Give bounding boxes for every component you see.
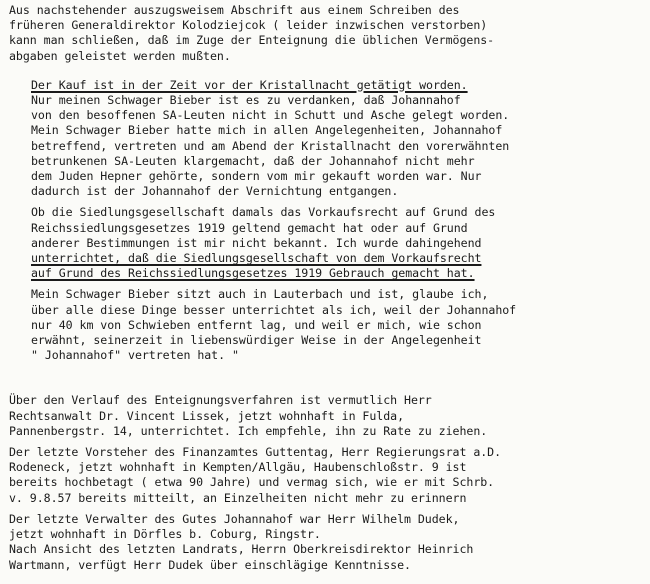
quote-paragraph	[31, 287, 640, 363]
text-line: Der letzte Verwalter des Gutes Johannahof war Herr Wilhelm Dudek,	[9, 511, 460, 526]
text-line: kann man schließen, daß im Zuge der Enteignung die üblichen Vermögens-	[9, 33, 495, 48]
text-line: " Johannahof" vertreten hat. "	[31, 348, 239, 363]
text-line: Aus nachstehender auszugsweisem Abschrift aus einem Schreiben des	[9, 3, 460, 17]
quoted-excerpt	[31, 78, 640, 364]
text-line: anderer Bestimmungen ist mir nicht bekannt. Ich wurde dahingehend	[31, 235, 482, 250]
text-line: jetzt wohnhaft in Dörfles b. Coburg, Ringstr.	[9, 527, 321, 542]
text-line: Über den Verlauf des Enteignungsverfahren ist vermutlich Herr	[9, 393, 432, 408]
text-line: Der letzte Vorsteher des Finanzamtes Guttentag, Herr Regierungsrat a.D.	[9, 445, 502, 460]
text-line: Nur meinen Schwager Bieber ist es zu verdanken, daß Johannahof	[31, 93, 461, 108]
text-line: Reichssiedlungsgesetzes 1919 geltend gemacht hat oder auf Grund	[31, 220, 468, 235]
text-line-underlined: auf Grund des Reichssiedlungsgesetzes 1919 Gebrauch gemacht hat.	[31, 266, 475, 281]
text-line: dadurch ist der Johannahof der Vernichtung entgangen.	[31, 184, 399, 199]
text-line: Rodeneck, jetzt wohnhaft in Kempten/Allgäu, Haubenschloßstr. 9 ist	[9, 460, 467, 475]
text-line: dem Juden Hepner gehörte, sondern vom mir gekauft worden war. Nur	[31, 169, 482, 184]
text-line: Mein Schwager Bieber hatte mich in allen Angelegenheiten, Johannahof	[31, 123, 503, 138]
text-line: Ob die Siedlungsgesellschaft damals das Vorkaufsrecht auf Grund des	[31, 205, 496, 220]
text-line: Rechtsanwalt Dr. Vincent Lissek, jetzt wohnhaft in Fulda,	[9, 408, 405, 423]
text-line: erwähnt, seinerzeit in liebenswürdiger Weise in der Angelegenheit	[31, 333, 482, 348]
text-line-underlined: unterrichtet, daß die Siedlungsgesellschaft von dem Vorkaufsrecht	[31, 251, 482, 266]
body-paragraph	[9, 393, 640, 439]
text-line: Wartmann, verfügt Herr Dudek über einschlägige Kenntnisse.	[9, 557, 411, 572]
text-line: nur 40 km von Schwieben entfernt lag, und weil er mich, wie schon	[31, 317, 482, 332]
text-line: Pannenbergstr. 14, unterrichtet. Ich empfehle, ihn zu Rate zu ziehen.	[9, 423, 488, 438]
body-paragraph	[9, 445, 640, 506]
text-line-underlined: Der Kauf ist in der Zeit vor der Kristallnacht getätigt worden.	[31, 77, 468, 92]
text-line: bereits hochbetagt ( etwa 90 Jahre) und vermag sich, wie er mit Schrb.	[9, 475, 495, 490]
quote-paragraph	[31, 78, 640, 200]
text-line: betrunkenen SA-Leuten klargemacht, daß der Johannahof nicht mehr	[31, 153, 475, 168]
text-line: Mein Schwager Bieber sitzt auch in Lauterbach und ist, glaube ich,	[31, 287, 489, 302]
text-line: v. 9.8.57 bereits mitteilt, an Einzelheiten nicht mehr zu erinnern	[9, 490, 467, 505]
text-line: über alle diese Dinge besser unterrichtet als ich, weil der Johannahof	[31, 302, 517, 317]
text-line: abgaben geleistet werden mußten.	[9, 48, 231, 63]
text-line: von den besoffenen SA-Leuten nicht in Schutt und Asche gelegt worden.	[31, 108, 510, 123]
text-line: Nach Ansicht des letzten Landrats, Herrn Oberkreisdirektor Heinrich	[9, 542, 474, 557]
quote-paragraph	[31, 205, 640, 281]
intro-paragraph	[9, 3, 640, 64]
body-paragraph	[9, 512, 640, 573]
text-line: betreffend, vertreten und am Abend der Kristallnacht den vorerwähnten	[31, 138, 510, 153]
text-line: früheren Generaldirektor Kolodziejcok ( leider inzwischen verstorben)	[9, 18, 488, 33]
